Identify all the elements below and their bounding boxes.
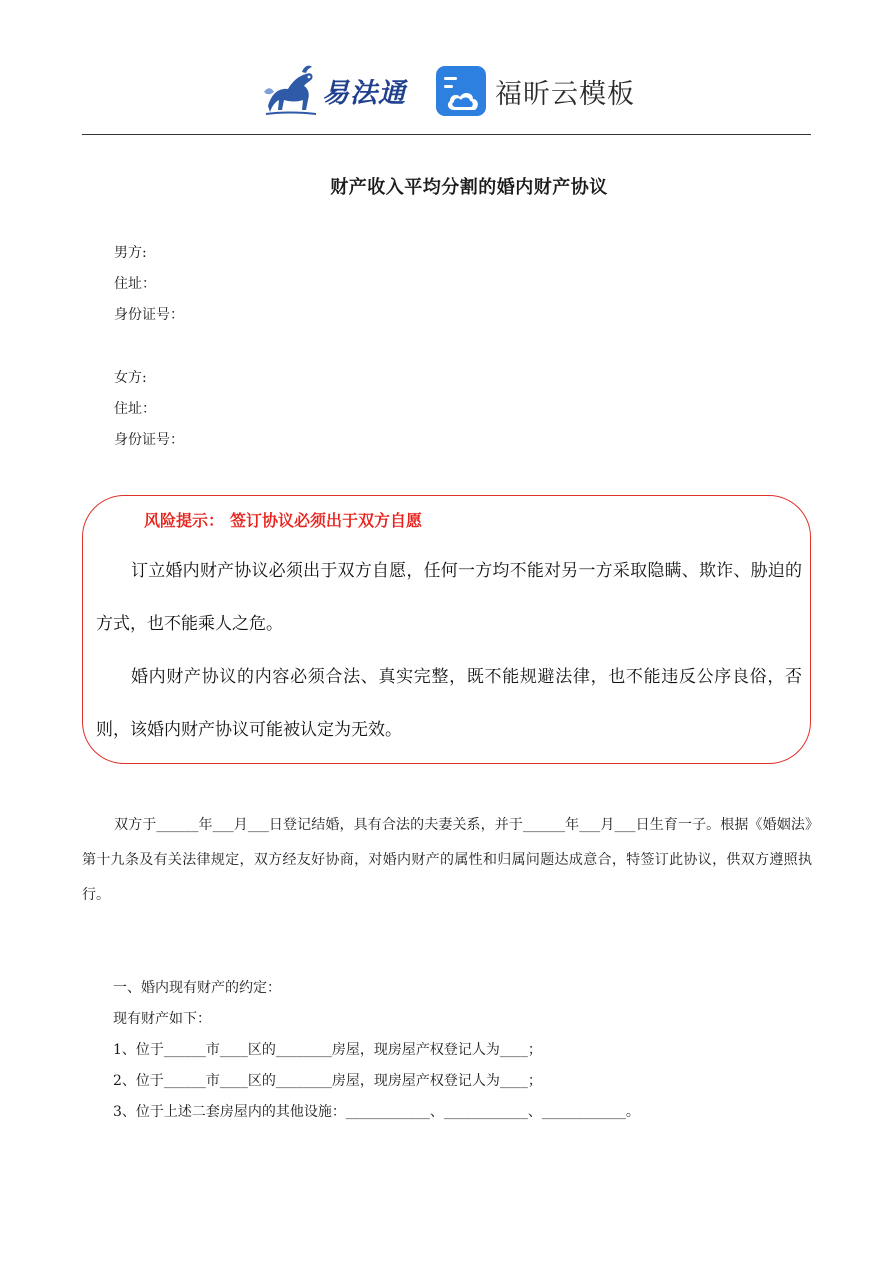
female-address-label: 住址： xyxy=(114,401,156,417)
risk-paragraph-2: 婚内财产协议的内容必须合法、真实完整，既不能规避法律，也不能违反公序良俗，否则，该婚内财产协议可能被认定为无效。 xyxy=(96,667,802,740)
qilin-logo-icon xyxy=(262,62,320,118)
male-name-label: 男方: xyxy=(114,245,147,261)
fuxin-brand-text: 福昕云模板 xyxy=(495,78,635,110)
document-title: 财产收入平均分割的婚内财产协议 xyxy=(330,177,608,198)
property-item-1: 1、位于______市____区的________房屋，现房屋产权登记人为____； xyxy=(113,1042,542,1058)
property-item-3: 3、位于上述二套房屋内的其他设施：____________、____________、____________。 xyxy=(113,1104,640,1120)
section-subheading: 现有财产如下： xyxy=(113,1011,211,1027)
risk-heading xyxy=(144,508,422,531)
male-party-block xyxy=(114,238,184,331)
property-item-2: 2、位于______市____区的________房屋，现房屋产权登记人为____； xyxy=(113,1073,542,1089)
male-address-label: 住址： xyxy=(114,276,156,292)
risk-paragraph-1: 订立婚内财产协议必须出于双方自愿，任何一方均不能对另一方采取隐瞒、欺诈、胁迫的方式，也不能乘人之危。 xyxy=(96,561,802,634)
intro-paragraph: 双方于______年___月___日登记结婚，具有合法的夫妻关系，并于______年___月___日生育一子。根据《婚姻法》第十九条及有关法律规定，双方经友好协商，对婚内财产的属性和归属问题达成意合，特签订此协议，供双方遵照执行。 xyxy=(82,817,812,903)
document-header xyxy=(0,58,893,128)
yifatong-brand-text: 易法通 xyxy=(322,77,406,109)
yifatong-logo xyxy=(262,62,406,118)
section-heading: 一、婚内现有财产的约定： xyxy=(113,980,281,996)
male-id-label: 身份证号： xyxy=(114,307,184,323)
female-id-label: 身份证号： xyxy=(114,432,184,448)
header-divider xyxy=(82,134,811,135)
fuxin-logo xyxy=(436,66,635,116)
risk-label: 风险提示： xyxy=(144,511,225,530)
risk-warning-box xyxy=(82,495,811,764)
cloud-document-icon xyxy=(436,66,486,116)
risk-headline: 签订协议必须出于双方自愿 xyxy=(230,511,423,530)
female-party-block xyxy=(114,363,184,456)
section-existing-property xyxy=(113,973,640,1128)
risk-body xyxy=(96,545,802,757)
female-name-label: 女方: xyxy=(114,370,147,386)
